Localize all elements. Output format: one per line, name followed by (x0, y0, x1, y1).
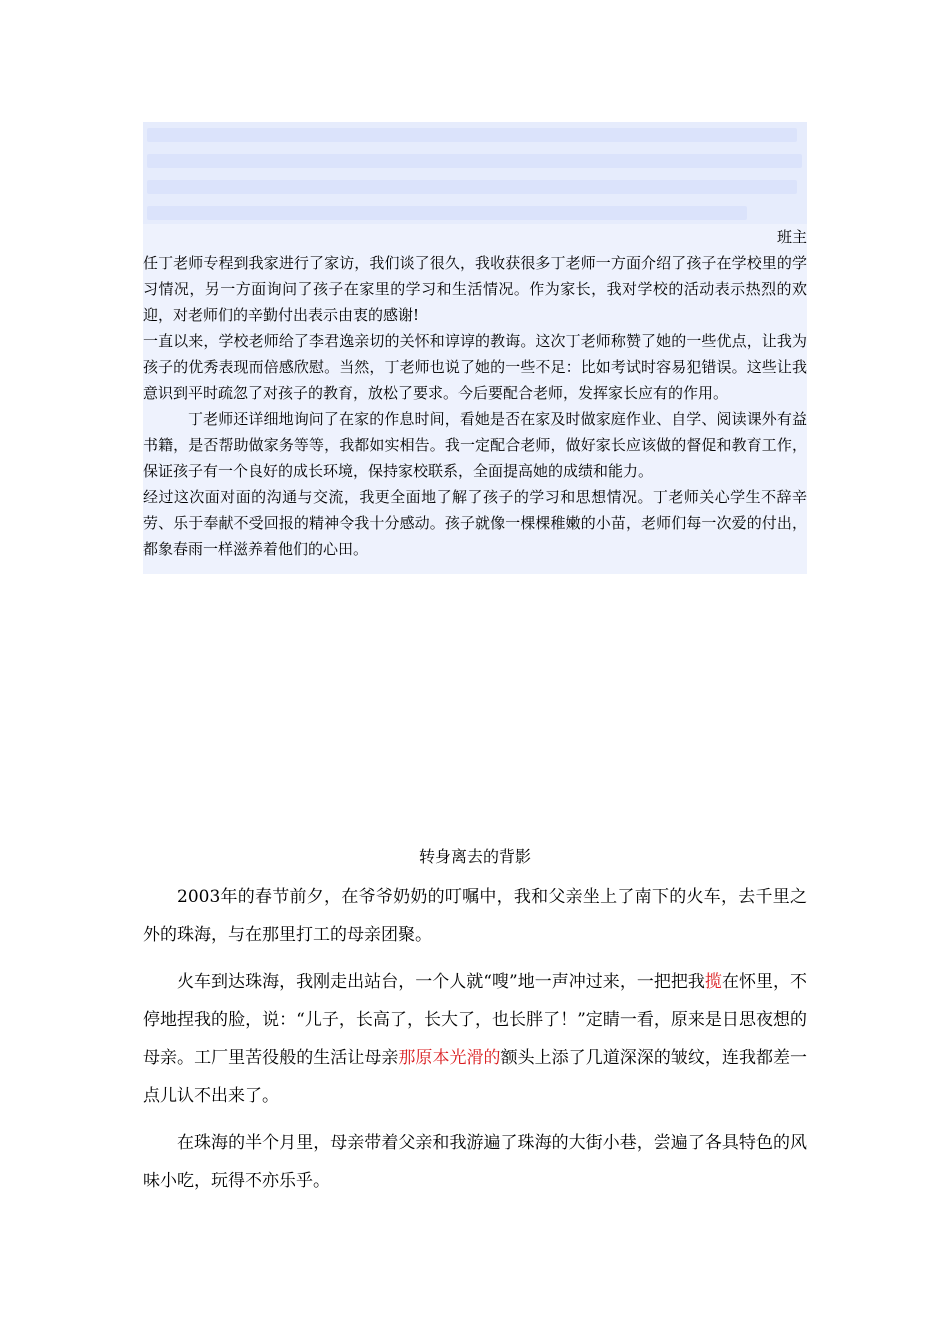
letter-body (143, 224, 807, 562)
letter-paragraph-1: 任丁老师专程到我家进行了家访，我们谈了很久，我收获很多丁老师一方面介绍了孩子在学校里的学习情况，另一方面询问了孩子在家里的学习和生活情况。作为家长，我对学校的活动表示热烈的欢迎，对老师们的辛勤付出表示由衷的感谢! (143, 254, 807, 324)
highlighted-letter-block (143, 122, 807, 574)
letter-paragraph-4: 经过这次面对面的沟通与交流，我更全面地了解了孩子的学习和思想情况。丁老师关心学生不辞辛劳、乐于奉献不受回报的精神令我十分感动。孩子就像一棵棵稚嫩的小苗，老师们每一次爱的付出，都象春雨一样滋养着他们的心田。 (143, 488, 807, 558)
essay-paragraph-2 (143, 963, 807, 1115)
letter-paragraph-2: 一直以来，学校老师给了李君逸亲切的关怀和谆谆的教诲。这次丁老师称赞了她的一些优点，让我为孩子的优秀表现而倍感欣慰。当然，丁老师也说了她的一些不足：比如考试时容易犯错误。这些让我意识到平时疏忽了对孩子的教育，放松了要求。今后要配合老师，发挥家长应有的作用。 (143, 332, 807, 402)
letter-paragraph-3: 丁老师还详细地询问了在家的作息时间，看她是否在家及时做家庭作业、自学、阅读课外有益书籍，是否帮助做家务等等，我都如实相告。我一定配合老师，做好家长应该做的督促和教育工作，保证孩子有一个良好的成长环境，保持家校联系，全面提高她的成绩和能力。 (143, 410, 807, 480)
essay-title: 转身离去的背影 (418, 847, 531, 866)
letter-right-fragment: 班主 (776, 228, 807, 246)
essay-paragraph-2-part-b: 在怀里，不停地捏我的脸，说：“儿子，长高了，长大了，也长胖了！”定睛一看，原来是日思夜想的母亲。工厂里苦役般的生活让母亲 (143, 972, 808, 1068)
faded-text-area (143, 122, 807, 224)
emphasis-word: 揽 (704, 972, 722, 992)
essay-paragraph-2-part-c: 额头上添了几道深深的皱纹，连我都差一点儿认不出来了。 (143, 1048, 808, 1106)
emphasis-phrase: 那原本光滑的 (398, 1048, 501, 1068)
essay-paragraph-3: 在珠海的半个月里，母亲带着父亲和我游遍了珠海的大街小巷，尝遍了各具特色的风味小吃，玩得不亦乐乎。 (143, 1133, 807, 1191)
essay-paragraph-1: 2003年的春节前夕，在爷爷奶奶的叮嘱中，我和父亲坐上了南下的火车，去千里之外的珠海，与在那里打工的母亲团聚。 (143, 887, 807, 945)
essay-body (143, 878, 807, 1209)
essay-paragraph-2-part-a: 火车到达珠海，我刚走出站台，一个人就“嗖”地一声冲过来，一把把我 (177, 972, 705, 992)
